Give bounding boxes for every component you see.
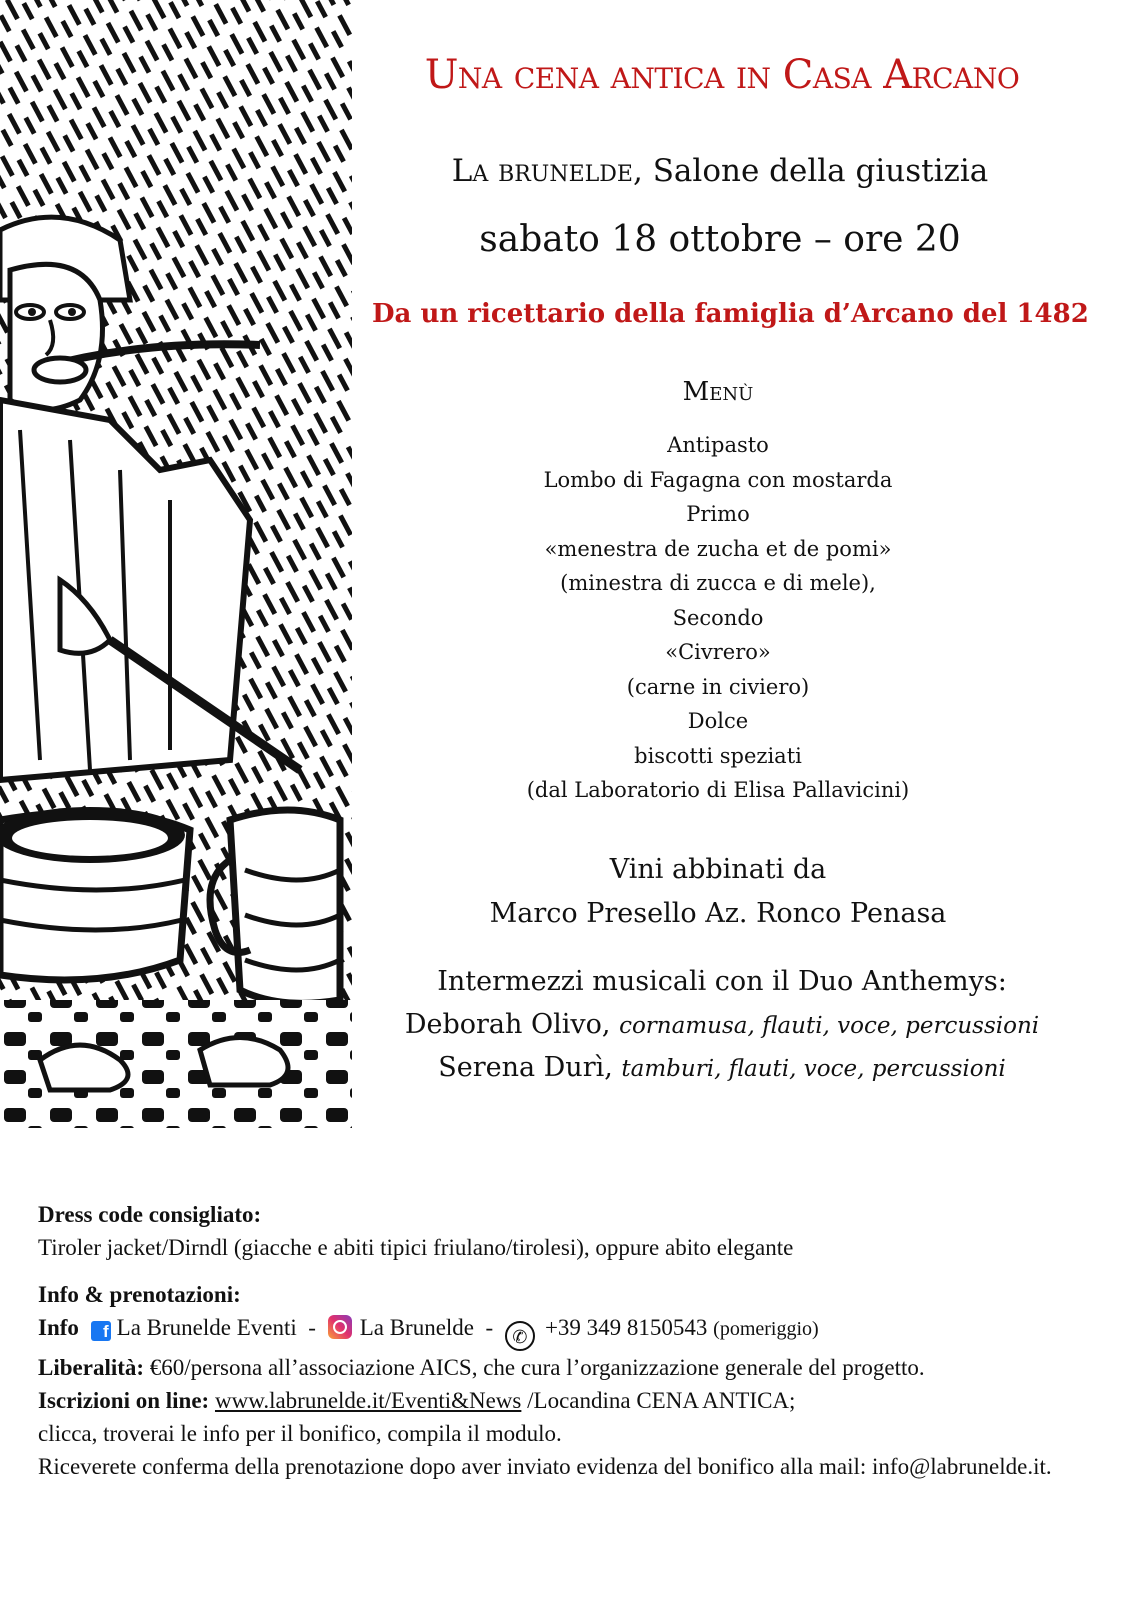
separator: -	[485, 1315, 494, 1340]
menu-line: (dal Laboratorio di Elisa Pallavicini)	[526, 778, 910, 802]
event-venue	[380, 153, 1060, 189]
menu-line: Primo	[686, 502, 750, 526]
phone-number[interactable]: +39 349 8150543	[544, 1315, 708, 1340]
music-section	[372, 960, 1072, 1089]
instagram-icon[interactable]	[328, 1315, 352, 1339]
footer-info	[38, 1198, 1088, 1483]
menu-line: Secondo	[672, 605, 764, 630]
separator: -	[308, 1315, 316, 1340]
event-date: sabato 18 ottobre – ore 20	[479, 219, 961, 260]
info-label: Info & prenotazioni:	[38, 1282, 241, 1307]
menu-line: (minestra di zucca e di mele),	[560, 571, 876, 595]
woodcut-illustration	[0, 0, 352, 1128]
venue-name: La brunelde,	[451, 153, 643, 189]
menu-line: (carne in civiero)	[626, 674, 810, 699]
iscrizioni-label: Iscrizioni on line:	[38, 1388, 210, 1413]
phone-icon: ✆	[505, 1321, 535, 1351]
phone-note: (pomeriggio)	[713, 1318, 819, 1340]
performer-name: Deborah Olivo,	[404, 1009, 611, 1040]
performer-row	[372, 1003, 1072, 1046]
iscrizioni-text-2: clicca, troverai le info per il bonifico, compila il modulo.	[38, 1421, 562, 1446]
info-word: Info	[38, 1315, 79, 1340]
conferma-text: Riceverete conferma della prenotazione dopo aver inviato evidenza del bonifico alla mail: info@labrunelde.it.	[38, 1454, 1052, 1479]
wines-section	[380, 848, 1056, 936]
menu-line: Lombo di Fagagna con mostarda	[543, 467, 893, 492]
contacts-row	[38, 1311, 1088, 1351]
wines-line-1: Vini abbinati da	[609, 854, 827, 885]
menu-line: «Civrero»	[665, 640, 771, 664]
event-subtitle: Da un ricettario della famiglia d’Arcano del 1482	[372, 299, 1089, 329]
menu-line: Dolce	[687, 709, 749, 733]
menu-line: «menestra de zucha et de pomi»	[544, 536, 892, 561]
dress-code-label: Dress code consigliato:	[38, 1202, 262, 1227]
liberalita-row	[38, 1351, 1088, 1384]
iscrizioni-link[interactable]: www.labrunelde.it/Eventi&News	[214, 1388, 522, 1413]
liberalita-label: Liberalità:	[38, 1355, 145, 1380]
iscrizioni-text: /Locandina CENA ANTICA;	[527, 1388, 796, 1413]
facebook-link[interactable]: La Brunelde Eventi	[116, 1315, 297, 1340]
venue-hall: Salone della giustizia	[652, 153, 989, 189]
facebook-icon[interactable]: f	[91, 1321, 111, 1341]
menu-line: Antipasto	[667, 433, 769, 457]
menu-line: biscotti speziati	[634, 743, 802, 768]
menu-heading: Menù	[682, 377, 754, 407]
iscrizioni-row	[38, 1384, 1088, 1417]
performer-role: cornamusa, flauti, voce, percussioni	[619, 1013, 1040, 1039]
performer-name: Serena Durì,	[438, 1052, 613, 1083]
performer-role: tamburi, flauti, voce, percussioni	[621, 1056, 1006, 1082]
music-heading: Intermezzi musicali con il Duo Anthemys:	[437, 966, 1007, 997]
performer-row	[372, 1046, 1072, 1089]
event-title: Una cena antica in Casa Arcano	[424, 52, 1020, 98]
dress-code-text: Tiroler jacket/Dirndl (giacche e abiti tipici friulano/tirolesi), oppure abito elegante	[38, 1235, 794, 1260]
wines-line-2: Marco Presello Az. Ronco Penasa	[489, 898, 947, 929]
liberalita-text: €60/persona all’associazione AICS, che cura l’organizzazione generale del progetto.	[149, 1355, 925, 1380]
instagram-link[interactable]: La Brunelde	[359, 1315, 475, 1340]
menu-list	[380, 428, 1056, 808]
